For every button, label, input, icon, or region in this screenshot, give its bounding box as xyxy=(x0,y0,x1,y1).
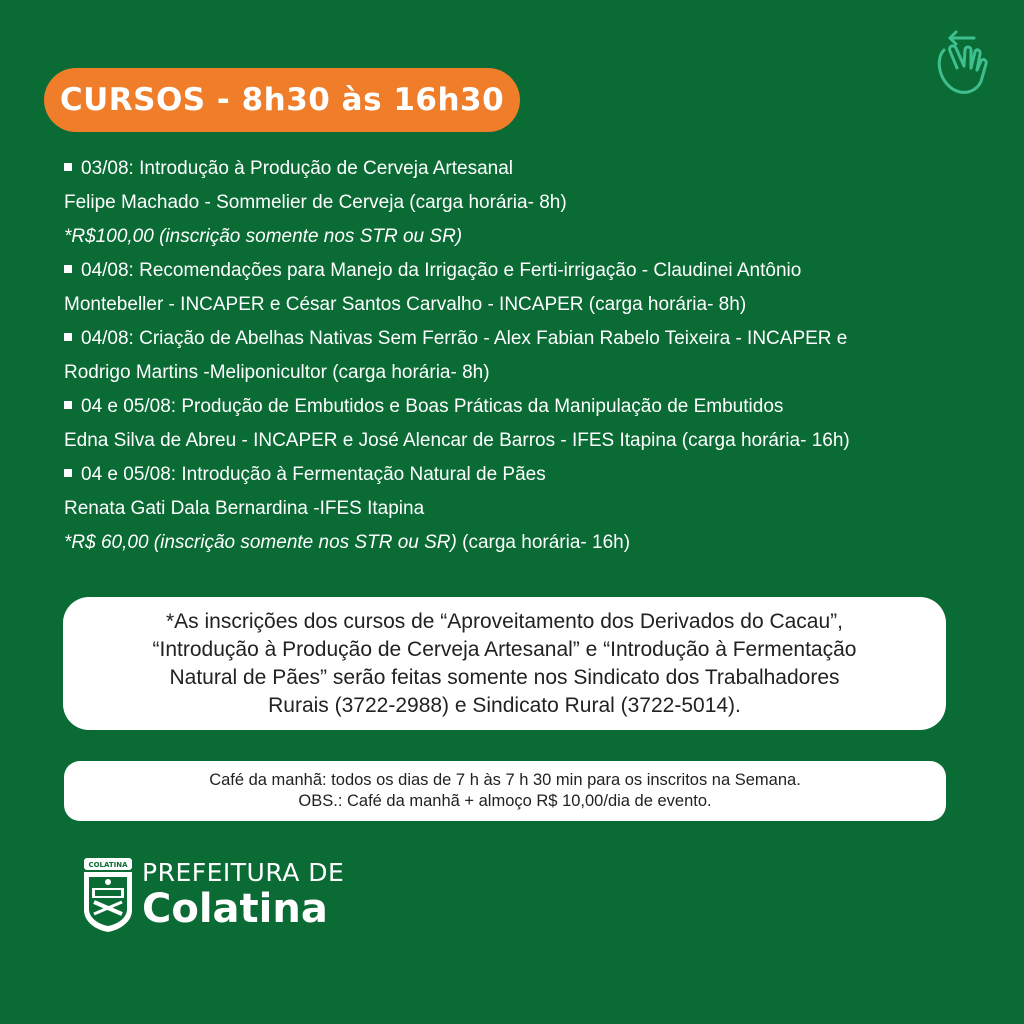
cafe-line: Café da manhã: todos os dias de 7 h às 7 h 30 min para os inscritos na Semana. xyxy=(209,771,801,789)
bullet-icon xyxy=(64,401,72,409)
breakfast-info-box xyxy=(64,761,946,821)
info-line: Rurais (3722-2988) e Sindicato Rural (3722-5014). xyxy=(268,693,741,717)
crest-label: COLATINA xyxy=(88,861,128,869)
course-line xyxy=(64,356,994,390)
course-line xyxy=(64,492,994,526)
course-text: Edna Silva de Abreu - INCAPER e José Alencar de Barros - IFES Itapina (carga horária- 16h) xyxy=(64,430,850,451)
registration-info-box xyxy=(63,597,946,730)
cafe-line: OBS.: Café da manhã + almoço R$ 10,00/dia de evento. xyxy=(298,792,712,810)
course-line xyxy=(64,424,994,458)
course-line xyxy=(64,288,994,322)
bullet-icon xyxy=(64,163,72,171)
course-text: 04/08: Recomendações para Manejo da Irrigação e Ferti-irrigação - Claudinei Antônio xyxy=(81,260,802,281)
course-text: 04 e 05/08: Introdução à Fermentação Natural de Pães xyxy=(81,464,546,485)
course-line xyxy=(64,220,994,254)
course-line xyxy=(64,152,994,186)
city-crest-icon xyxy=(80,856,136,934)
course-text: (carga horária- 16h) xyxy=(456,532,631,553)
bullet-icon xyxy=(64,333,72,341)
course-price-note: *R$ 60,00 (inscrição somente nos STR ou SR) xyxy=(64,532,457,553)
course-line xyxy=(64,526,994,560)
info-line: Natural de Pães” serão feitas somente nos Sindicato dos Trabalhadores xyxy=(169,665,840,689)
course-line xyxy=(64,390,994,424)
swipe-hand-icon xyxy=(930,28,992,98)
course-text: Felipe Machado - Sommelier de Cerveja (carga horária- 8h) xyxy=(64,192,567,213)
logo-prefeitura-text: PREFEITURA DE xyxy=(142,858,345,887)
bullet-icon xyxy=(64,265,72,273)
info-line: “Introdução à Produção de Cerveja Artesanal” e “Introdução à Fermentação xyxy=(152,637,857,661)
course-text: 03/08: Introdução à Produção de Cerveja Artesanal xyxy=(81,158,514,179)
course-line xyxy=(64,254,994,288)
course-text: 04 e 05/08: Produção de Embutidos e Boas Práticas da Manipulação de Embutidos xyxy=(81,396,784,417)
logo-city-name: Colatina xyxy=(142,886,328,932)
course-line xyxy=(64,322,994,356)
course-text: Rodrigo Martins -Meliponicultor (carga horária- 8h) xyxy=(64,362,490,383)
course-price-note: *R$100,00 (inscrição somente nos STR ou SR) xyxy=(64,226,463,247)
page-title: CURSOS - 8h30 às 16h30 xyxy=(44,68,520,132)
prefeitura-logo xyxy=(80,856,344,934)
course-line xyxy=(64,458,994,492)
course-text: Renata Gati Dala Bernardina -IFES Itapina xyxy=(64,498,425,519)
course-line xyxy=(64,186,994,220)
course-text: 04/08: Criação de Abelhas Nativas Sem Ferrão - Alex Fabian Rabelo Teixeira - INCAPER e xyxy=(81,328,848,349)
course-text: Montebeller - INCAPER e César Santos Carvalho - INCAPER (carga horária- 8h) xyxy=(64,294,747,315)
bullet-icon xyxy=(64,469,72,477)
info-line: *As inscrições dos cursos de “Aproveitamento dos Derivados do Cacau”, xyxy=(166,609,843,633)
course-list xyxy=(64,152,994,560)
